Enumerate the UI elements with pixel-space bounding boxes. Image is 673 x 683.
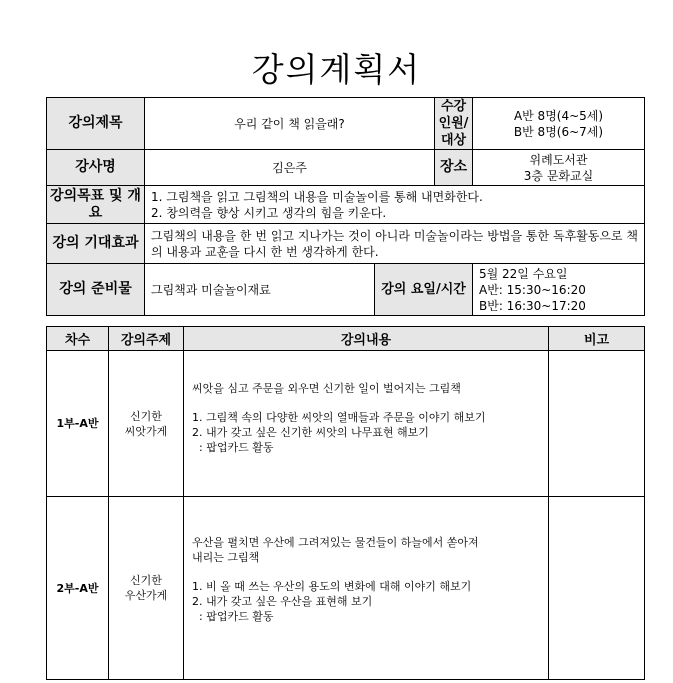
content-lead	[192, 381, 540, 396]
content-item-2: 2. 내가 갖고 싶은 신기한 씨앗의 나무표현 해보기	[192, 426, 429, 439]
capacity-b: B반 8명(6~7세)	[513, 124, 604, 139]
content-cell	[184, 497, 549, 680]
effect-value: 그림책의 내용을 한 번 읽고 지나가는 것이 아니라 미술놀이라는 방법을 통한 독후활동으로 책의 내용과 교훈을 다시 한 번 생각하게 한다.	[145, 224, 645, 264]
topic-line-1: 신기한	[130, 409, 162, 423]
capacity-a: A반 8명(4~5세)	[513, 108, 604, 123]
content-item-1: 1. 그림책 속의 다양한 씨앗의 열매들과 주문을 이야기 해보기	[192, 411, 486, 424]
content-cell	[184, 351, 549, 497]
page-title: 강의계획서	[251, 50, 422, 89]
content-lead-line-2: 내리는 그림책	[192, 551, 260, 564]
content-lead-line-1: 씨앗을 심고 주문을 외우면 신기한 일이 벌어지는 그림책	[192, 382, 461, 395]
course-title-value: 우리 같이 책 읽을래?	[145, 98, 435, 150]
table-row	[47, 351, 645, 497]
location-value	[473, 150, 645, 186]
header-session: 차수	[47, 327, 109, 351]
schedule-value	[473, 264, 645, 316]
content-item-1: 1. 비 올 때 쓰는 우산의 용도의 변화에 대해 이야기 해보기	[192, 580, 472, 593]
note-cell	[549, 351, 645, 497]
note-cell	[549, 497, 645, 680]
header-topic: 강의주제	[109, 327, 184, 351]
content-lead-line-1: 우산을 펼치면 우산에 그려져있는 물건들이 하늘에서 쏟아져	[192, 536, 479, 549]
lesson-plan-table	[46, 326, 645, 680]
location-label: 장소	[435, 150, 473, 186]
schedule-b: B반: 16:30~17:20	[479, 298, 586, 313]
course-info-table	[46, 97, 645, 316]
table-row	[47, 497, 645, 680]
capacity-value	[473, 98, 645, 150]
goal-line-1: 1. 그림책을 읽고 그림책의 내용을 미술놀이를 통해 내면화한다.	[151, 189, 483, 204]
topic-line-1: 신기한	[130, 574, 162, 587]
topic-line-2: 우산가게	[124, 589, 168, 602]
topic-cell	[109, 351, 184, 497]
location-line-2: 3층 문화교실	[523, 168, 594, 183]
topic-cell	[109, 497, 184, 680]
effect-label: 강의 기대효과	[47, 224, 145, 264]
location-line-1: 위례도서관	[529, 152, 588, 167]
materials-value: 그림책과 미술놀이재료	[145, 264, 375, 316]
goal-line-2: 2. 창의력을 향상 시키고 생각의 힘을 키운다.	[151, 205, 387, 220]
course-title-label: 강의제목	[47, 98, 145, 150]
goal-value	[145, 186, 645, 224]
schedule-a: A반: 15:30~16:20	[479, 282, 586, 297]
content-lead	[192, 535, 540, 565]
instructor-value: 김은주	[145, 150, 435, 186]
session-cell: 2부-A반	[47, 497, 109, 680]
materials-label: 강의 준비물	[47, 264, 145, 316]
schedule-date: 5월 22일 수요일	[479, 266, 568, 281]
goal-label: 강의목표 및 개요	[47, 186, 145, 224]
header-content: 강의내용	[184, 327, 549, 351]
schedule-label: 강의 요일/시간	[375, 264, 473, 316]
instructor-label: 강사명	[47, 150, 145, 186]
session-cell: 1부-A반	[47, 351, 109, 497]
content-item-2: 2. 내가 갖고 싶은 우산을 표현해 보기	[192, 595, 373, 608]
header-note: 비고	[549, 327, 645, 351]
capacity-label: 수강인원/ 대상	[435, 98, 473, 150]
content-item-3: : 팝업카드 활동	[192, 441, 274, 454]
topic-line-2: 씨앗가게	[124, 424, 168, 438]
content-item-3: : 팝업카드 활동	[192, 610, 274, 623]
